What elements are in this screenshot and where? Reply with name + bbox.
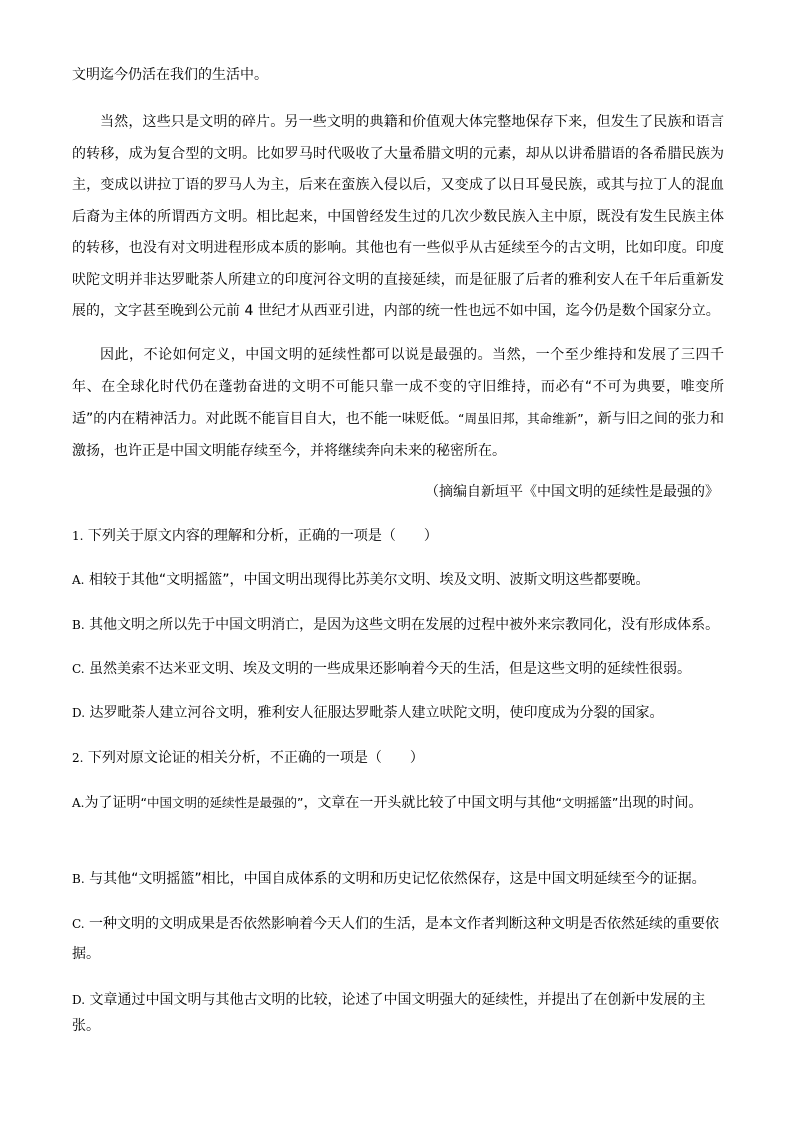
question-stem-close: ） xyxy=(423,528,438,544)
question-number: 2. xyxy=(72,751,84,765)
question-2-option-a xyxy=(72,788,724,818)
question-1-option-c xyxy=(72,656,724,682)
question-2-option-b xyxy=(72,866,724,892)
question-number: 1. xyxy=(72,529,84,543)
option-text-pre: 为了证明 xyxy=(84,795,141,811)
question-1-option-d xyxy=(72,700,724,726)
option-text: 其他文明之所以先于中国文明消亡，是因为这些文明在发展的过程中被外来宗教同化，没有形成体系。 xyxy=(89,617,720,633)
question-2-stem xyxy=(72,745,724,771)
passage-paragraph-2 xyxy=(72,340,724,467)
question-1-option-a xyxy=(72,567,724,593)
question-2-option-c xyxy=(72,909,724,969)
option-letter: B. xyxy=(72,872,85,886)
question-1-option-b xyxy=(72,612,724,638)
option-letter: B. xyxy=(72,618,85,632)
option-letter: C. xyxy=(72,662,85,676)
paragraph-2-text-a: 因此，不论如何定义，中国文明的延续性都可以说是最强的。当然，一个至少维持和发展了三四千年、在全球化时代仍在蓬勃奋进的文明不可能只靠一成不变的守旧维持，而必有“不可为典要，唯变所适”的内在精神活力。对此既不能盲目自大，也不能一味贬低。 xyxy=(72,347,724,427)
option-letter: D. xyxy=(72,706,86,720)
paragraph-2-text-b: ，新与旧之间的张力和激扬，也许正是中国文明能存续至今，并将继续奔向未来的秘密所在。 xyxy=(72,411,725,459)
question-2-option-d xyxy=(72,987,724,1039)
option-text: 达罗毗荼人建立河谷文明，雅利安人征服达罗毗荼人建立吠陀文明，使印度成为分裂的国家。 xyxy=(89,705,664,721)
option-text: 相较于其他“文明摇篮”，中国文明出现得比苏美尔文明、埃及文明、波斯文明这些都要晚。 xyxy=(88,572,650,588)
option-text: 一种文明的文明成果是否依然影响着今天人们的生活，是本文作者判断这种文明是否依然延续的重要依据。 xyxy=(72,916,720,962)
option-text: 文章通过中国文明与其他古文明的比较，论述了中国文明强大的延续性，并提出了在创新中发展的主张。 xyxy=(72,992,706,1034)
question-1-stem xyxy=(72,523,724,549)
option-text: 虽然美索不达米亚文明、埃及文明的一些成果还影响着今天的生活，但是这些文明的延续性很弱。 xyxy=(89,661,692,677)
option-quote-2: “文明摇篮” xyxy=(555,795,619,810)
passage-paragraph-0: 文明迄今仍活在我们的生活中。 xyxy=(72,67,268,83)
paragraph-2-quote: “周虽旧邦，其命维新” xyxy=(458,411,584,426)
option-letter: D. xyxy=(72,993,86,1007)
source-citation: （摘编自新垣平《中国文明的延续性是最强的》 xyxy=(425,484,719,500)
option-letter: C. xyxy=(72,917,85,931)
option-text-post: 出现的时间。 xyxy=(618,795,703,811)
option-text: 与其他“文明摇篮”相比，中国自成体系的文明和历史记忆依然保存，这是中国文明延续至今的证据。 xyxy=(89,871,706,887)
question-stem-close: ） xyxy=(409,750,424,766)
option-letter: A. xyxy=(72,796,85,810)
question-stem-text: 下列关于原文内容的理解和分析，正确的一项是（ xyxy=(87,528,396,544)
option-text-mid: ，文章在一开头就比较了中国文明与其他 xyxy=(303,795,556,811)
option-quote-1: “中国文明的延续性是最强的” xyxy=(140,795,304,810)
question-stem-text: 下列对原文论证的相关分析，不正确的一项是（ xyxy=(87,750,382,766)
option-letter: A. xyxy=(72,573,85,587)
passage-paragraph-1: 当然，这些只是文明的碎片。另一些文明的典籍和价值观大体完整地保存下来，但发生了民族和语言的转移，成为复合型的文明。比如罗马时代吸收了大量希腊文明的元素，却从以讲希腊语的各希腊民族为主，变成以讲拉丁语的罗马人为主，后来在蛮族入侵以后，又变成了以日耳曼民族，或其与拉丁人的混血后裔为主体的所谓西方文明。相比起来，中国曾经发生过的几次少数民族入主中原，既没有发生民族主体的转移，也没有对文明进程形成本质的影响。其他也有一些似乎从古延续至今的古文明，比如印度。印度吠陀文明并非达罗毗荼人所建立的印度河谷文明的直接延续，而是征服了后者的雅利安人在千年后重新发展的，文字甚至晚到公元前 4 世纪才从西亚引进，内部的统一性也远不如中国，迄今仍是数个国家分立。 xyxy=(72,114,724,319)
